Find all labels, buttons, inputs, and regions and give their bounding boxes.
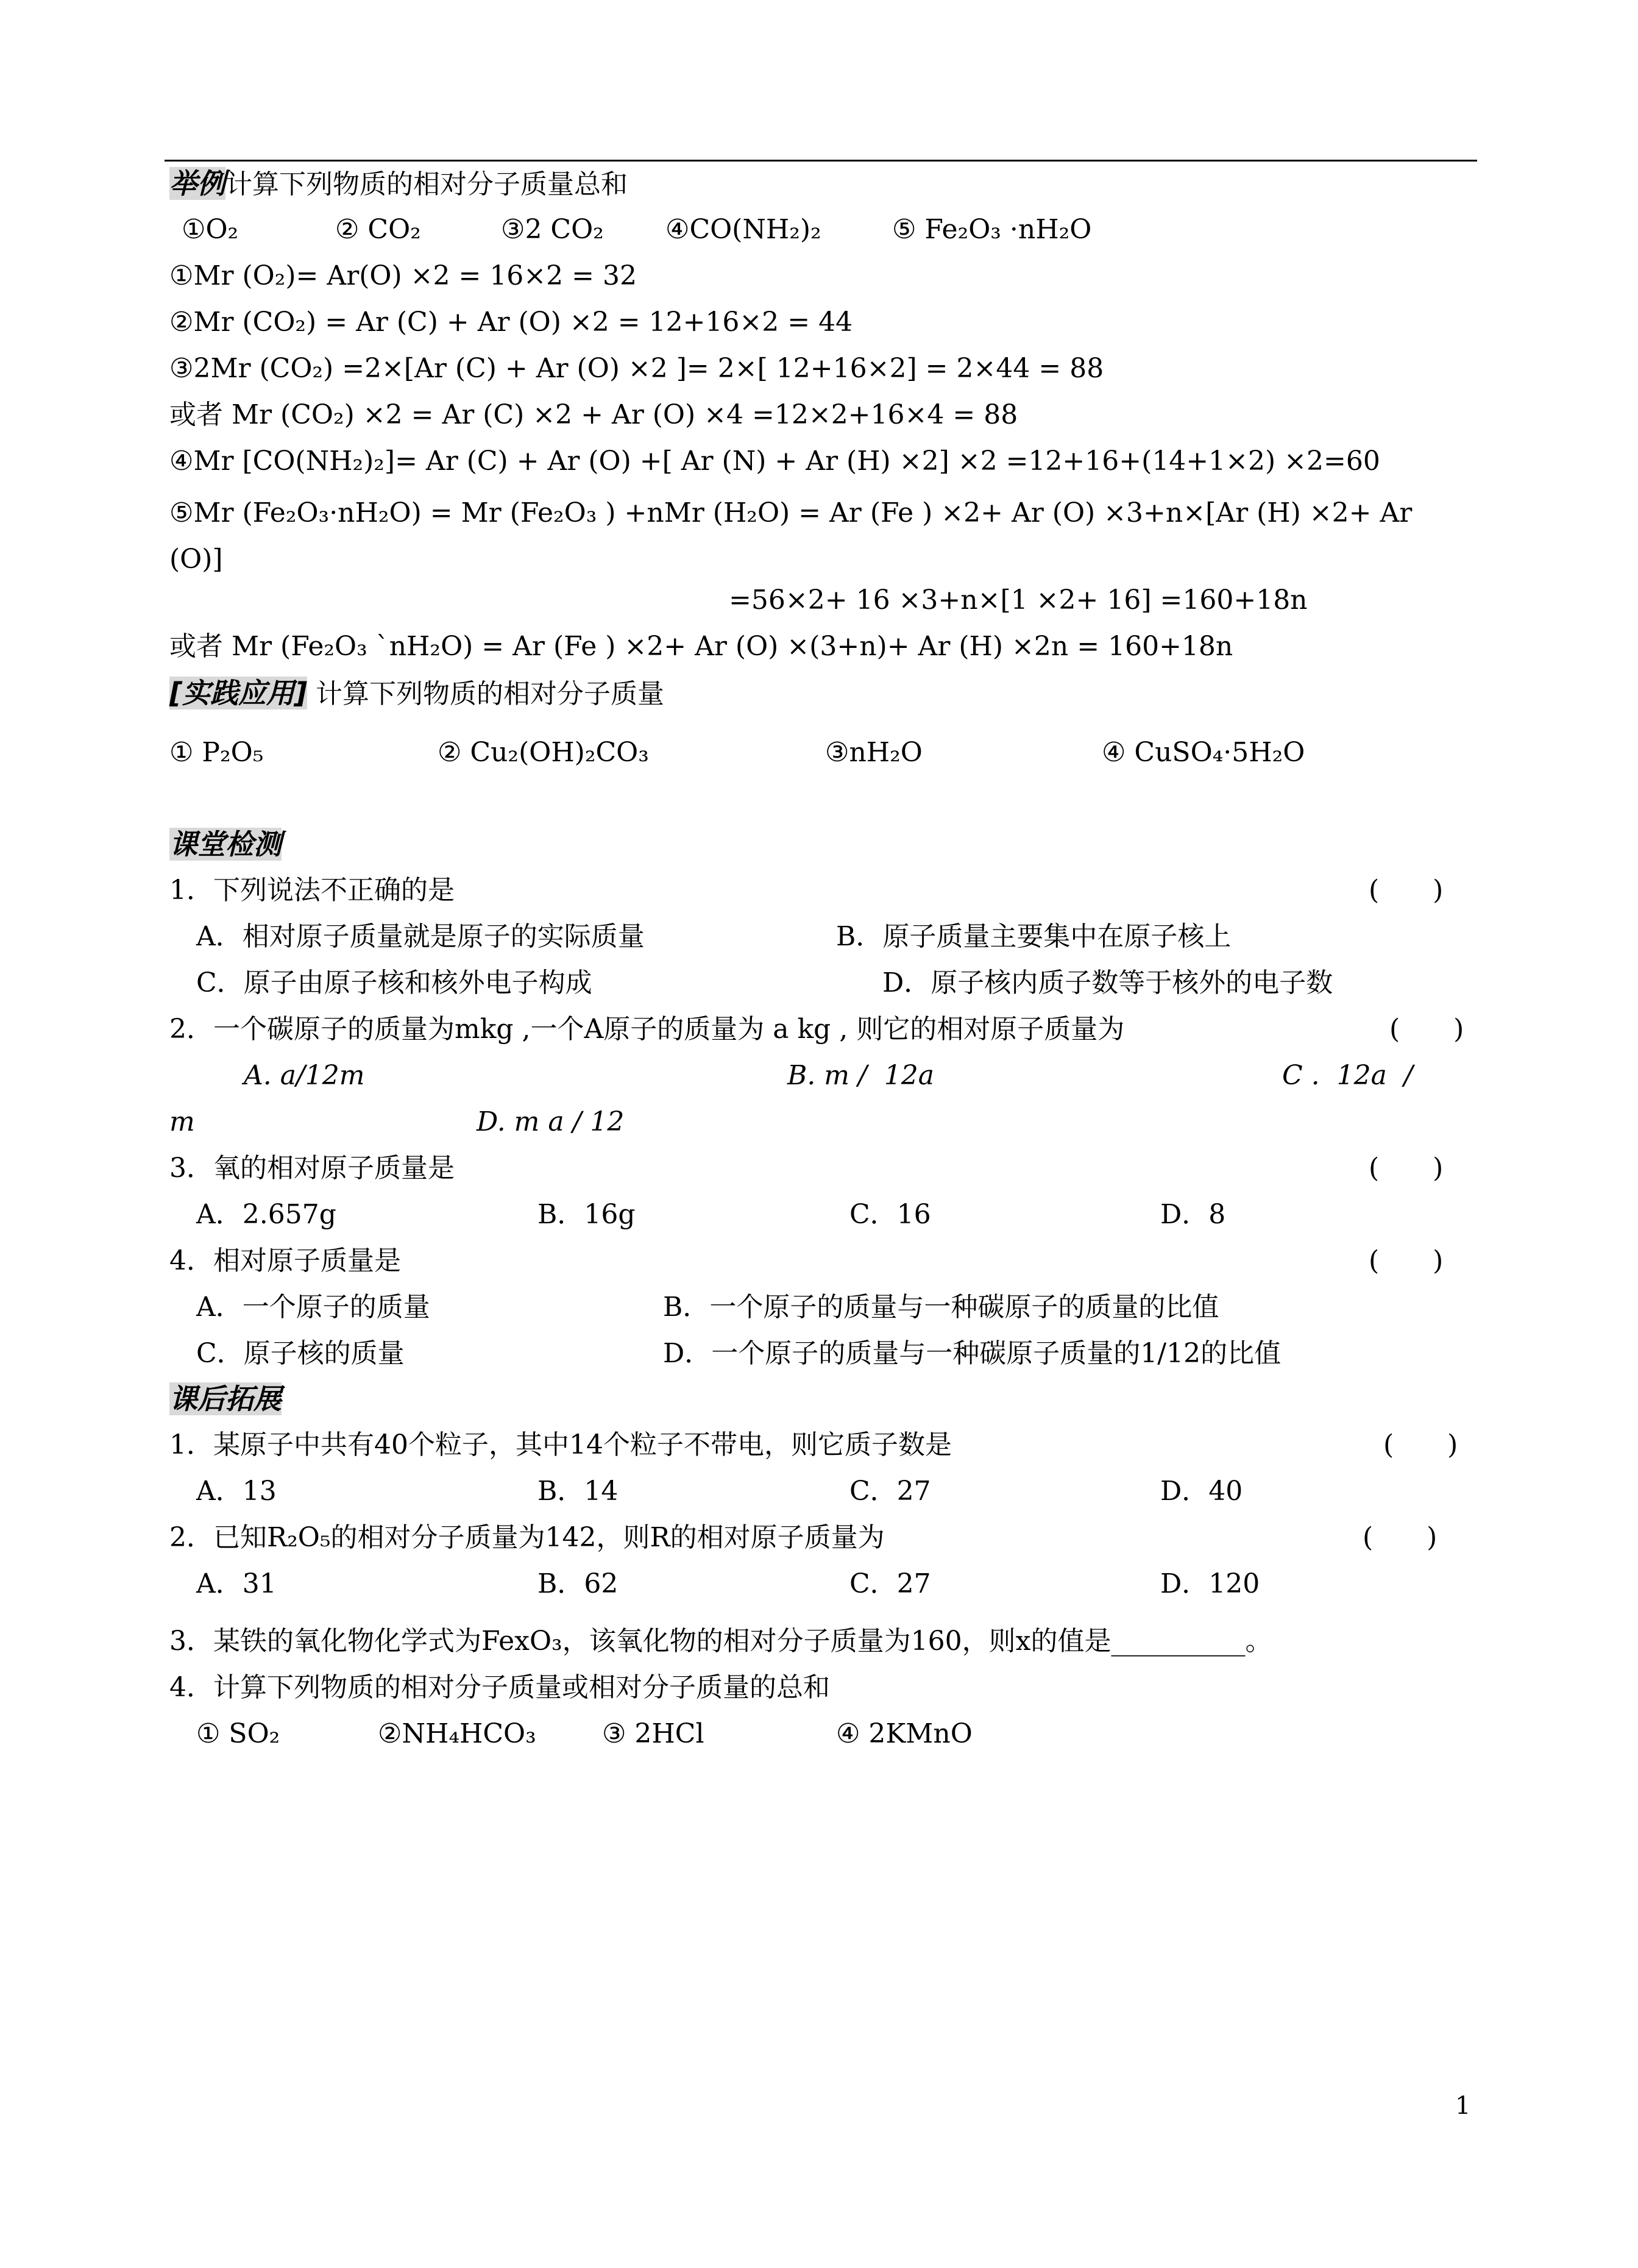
extend-q2-option-b: B．62	[537, 1568, 619, 1599]
practice-heading: [实践应用]	[169, 677, 308, 709]
example-item-2: ② CO₂	[335, 214, 421, 245]
check-q1-bracket: ( )	[1369, 875, 1444, 906]
check-q3-option-d: D．8	[1160, 1199, 1226, 1230]
example-line-2: ②Mr (CO₂) = Ar (C) + Ar (O) ×2 = 12+16×2 = 44	[169, 307, 853, 338]
extend-q1-option-d: D．40	[1160, 1476, 1243, 1507]
extend-q2-option-c: C．27	[849, 1568, 931, 1599]
check-q1-stem: 1．下列说法不正确的是	[169, 875, 455, 906]
check-q1-option-a: A．相对原子质量就是原子的实际质量	[196, 921, 645, 952]
check-q2-stem: 2．一个碳原子的质量为mkg ,一个A原子的质量为 a kg , 则它的相对原子质量为	[169, 1014, 1125, 1045]
example-line-6: ⑤Mr (Fe₂O₃·nH₂O) = Mr (Fe₂O₃ ) +nMr (H₂O) = Ar (Fe ) ×2+ Ar (O) ×3+n×[Ar (H) ×2+ Ar (O)]	[169, 497, 1413, 575]
check-q4-option-d: D．一个原子的质量与一种碳原子质量的1/12的比值	[663, 1338, 1282, 1369]
practice-item-1: ① P₂O₅	[169, 737, 264, 768]
example-line-7: =56×2+ 16 ×3+n×[1 ×2+ 16] =160+18n	[729, 585, 1308, 616]
example-item-5: ⑤ Fe₂O₃ ·nH₂O	[892, 214, 1092, 245]
example-line-8: 或者 Mr (Fe₂O₃ `nH₂O) = Ar (Fe ) ×2+ Ar (O) ×(3+n)+ Ar (H) ×2n = 160+18n	[169, 631, 1233, 662]
extend-q4-item-2: ②NH₄HCO₃	[378, 1718, 536, 1749]
extend-heading: 课后拓展	[169, 1382, 282, 1415]
extend-q1-stem: 1．某原子中共有40个粒子，其中14个粒子不带电，则它质子数是	[169, 1429, 952, 1460]
page-number: 1	[1455, 2092, 1471, 2120]
check-q4-option-b: B．一个原子的质量与一种碳原子的质量的比值	[663, 1292, 1219, 1323]
example-title-line	[169, 166, 628, 202]
header-rule	[165, 160, 1477, 162]
example-item-4: ④CO(NH₂)₂	[665, 214, 821, 245]
example-line-5: ④Mr [CO(NH₂)₂]= Ar (C) + Ar (O) +[ Ar (N) + Ar (H) ×2] ×2 =12+16+(14+1×2) ×2=60	[169, 446, 1380, 477]
check-q2-bracket: ( )	[1389, 1014, 1464, 1045]
check-q4-bracket: ( )	[1369, 1245, 1444, 1276]
practice-item-4: ④ CuSO₄·5H₂O	[1102, 737, 1305, 768]
check-q3-stem: 3．氧的相对原子质量是	[169, 1153, 455, 1184]
check-q2-option-c-cont: m	[169, 1106, 195, 1137]
check-heading: 课堂检测	[169, 828, 282, 861]
example-title: 计算下列物质的相对分子质量总和	[225, 169, 628, 200]
example-item-1: ①O₂	[182, 214, 239, 245]
extend-q1-option-b: B．14	[537, 1476, 619, 1507]
check-q2-option-d: D. m a / 12	[477, 1106, 625, 1137]
example-item-3: ③2 CO₂	[501, 214, 604, 245]
example-line-3: ③2Mr (CO₂) =2×[Ar (C) + Ar (O) ×2 ]= 2×[ 12+16×2] = 2×44 = 88	[169, 353, 1104, 384]
extend-q4-item-1: ① SO₂	[196, 1718, 280, 1749]
example-heading: 举例	[169, 167, 225, 200]
extend-q2-stem: 2．已知R₂O₅的相对分子质量为142，则R的相对原子质量为	[169, 1522, 885, 1553]
extend-q2-bracket: ( )	[1363, 1522, 1438, 1553]
check-q2-option-c: C . 12a /	[1282, 1060, 1413, 1091]
practice-title: 计算下列物质的相对分子质量	[316, 678, 665, 709]
check-q4-option-a: A．一个原子的质量	[196, 1292, 430, 1323]
extend-q1-bracket: ( )	[1383, 1429, 1458, 1460]
check-q3-bracket: ( )	[1369, 1153, 1444, 1184]
extend-q1-option-c: C．27	[849, 1476, 931, 1507]
extend-heading-line	[169, 1381, 282, 1418]
check-q4-option-c: C．原子核的质量	[196, 1338, 405, 1369]
check-q4-stem: 4．相对原子质量是	[169, 1245, 401, 1276]
check-q2-option-a: A. a/12m	[244, 1060, 365, 1091]
extend-q2-option-a: A．31	[196, 1568, 277, 1599]
check-heading-line	[169, 827, 282, 863]
check-q3-option-b: B．16g	[537, 1199, 636, 1230]
example-line-1: ①Mr (O₂)= Ar(O) ×2 = 16×2 = 32	[169, 260, 637, 291]
check-q1-option-c: C．原子由原子核和核外电子构成	[196, 967, 592, 998]
extend-q1-option-a: A．13	[196, 1476, 277, 1507]
practice-title-line	[169, 675, 664, 712]
check-q1-option-d: D．原子核内质子数等于核外的电子数	[882, 967, 1333, 998]
check-q3-option-a: A．2.657g	[196, 1199, 336, 1230]
example-line-4: 或者 Mr (CO₂) ×2 = Ar (C) ×2 + Ar (O) ×4 =12×2+16×4 = 88	[169, 399, 1018, 430]
check-q2-option-b: B. m / 12a	[787, 1060, 935, 1091]
extend-q4-item-4: ④ 2KMnO	[836, 1718, 973, 1749]
practice-item-2: ② Cu₂(OH)₂CO₃	[438, 737, 649, 768]
extend-q3-stem: 3．某铁的氧化物化学式为FexO₃，该氧化物的相对分子质量为160，则x的值是__________。	[169, 1626, 1272, 1657]
extend-q4-item-3: ③ 2HCl	[602, 1718, 704, 1749]
extend-q4-stem: 4．计算下列物质的相对分子质量或相对分子质量的总和	[169, 1672, 830, 1703]
practice-item-3: ③nH₂O	[825, 737, 923, 768]
check-q1-option-b: B．原子质量主要集中在原子核上	[836, 921, 1232, 952]
check-q3-option-c: C．16	[849, 1199, 931, 1230]
extend-q2-option-d: D．120	[1160, 1568, 1260, 1599]
